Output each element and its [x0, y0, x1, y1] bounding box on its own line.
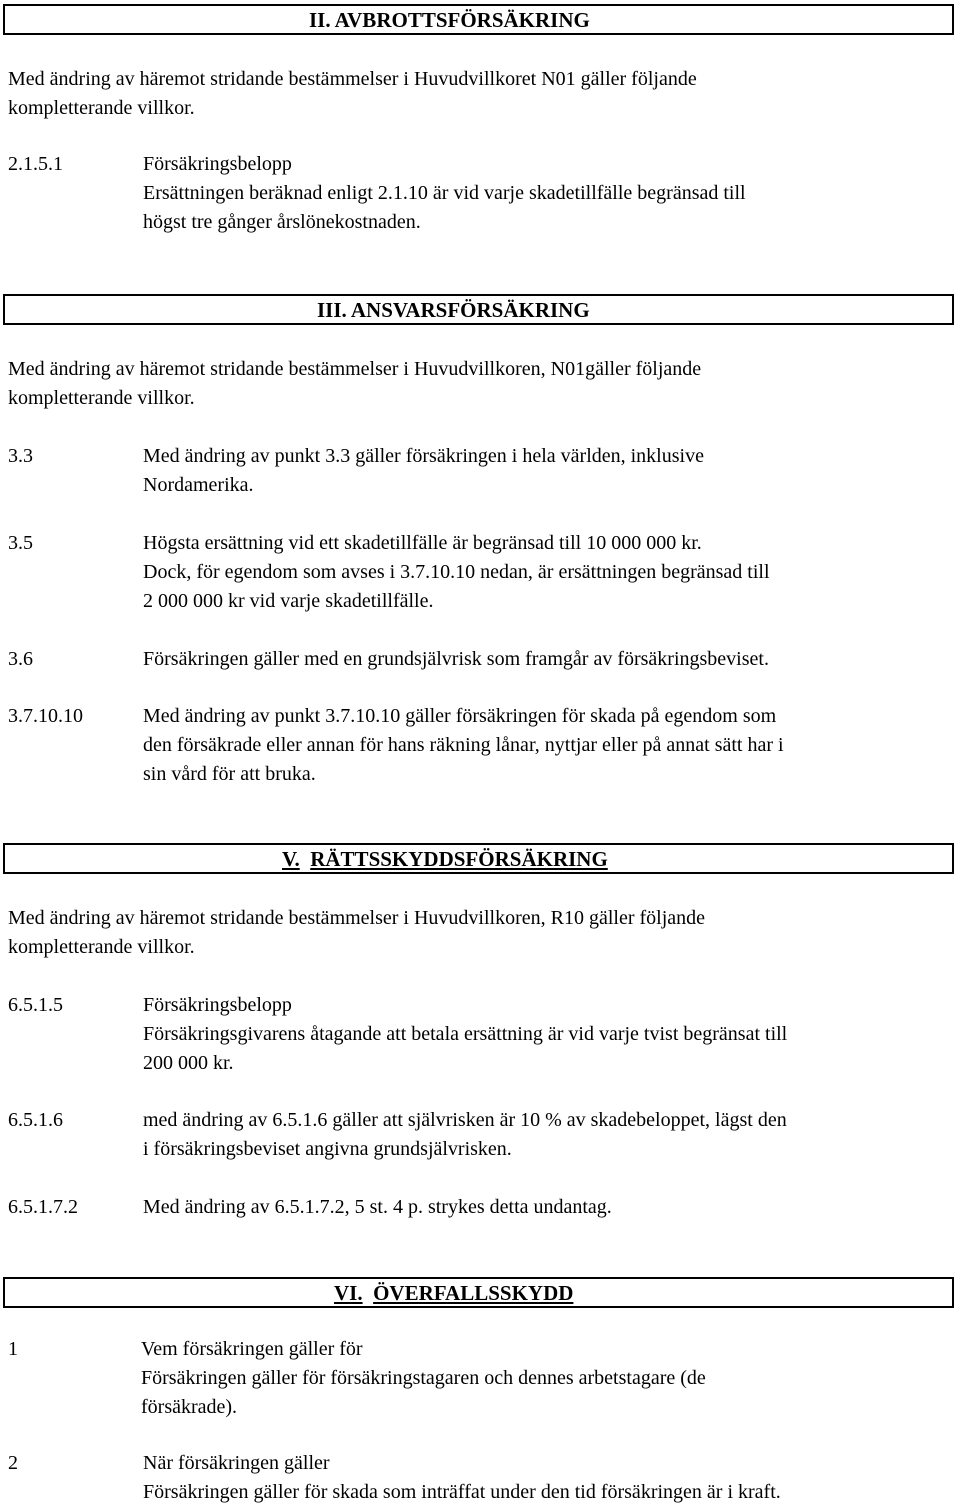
- clause-number: 6.5.1.7.2: [8, 1196, 78, 1218]
- clause-text: När försäkringen gäller Försäkringen gäller för skada som inträffat under den tid försäkringen är i kraft.: [143, 1452, 781, 1503]
- section-heading-number: VI.: [334, 1281, 363, 1305]
- clause-text: Med ändring av 6.5.1.7.2, 5 st. 4 p. strykes detta undantag.: [143, 1196, 612, 1218]
- section-intro: Med ändring av häremot stridande bestämmelser i Huvudvillkoren, N01gäller följande kompletterande villkor.: [8, 358, 702, 409]
- clause-text: Försäkringsbelopp Försäkringsgivarens åtagande att betala ersättning är vid varje tvist begränsat till 200 000 kr.: [143, 994, 788, 1074]
- section-heading: [334, 1281, 573, 1305]
- section-heading-gap: [363, 1281, 374, 1305]
- section-heading: II. AVBROTTSFÖRSÄKRING: [309, 8, 590, 32]
- section-heading-number: V.: [282, 847, 300, 871]
- clause-number: 1: [8, 1338, 18, 1360]
- clause-number: 6.5.1.6: [8, 1109, 63, 1131]
- clause-text: Högsta ersättning vid ett skadetillfälle är begränsad till 10 000 000 kr. Dock, för egendom som avses i 3.7.10.10 nedan, är ersättningen begränsad till 2 000 000 kr vid varje skadetillfälle.: [143, 532, 770, 612]
- clause-text: med ändring av 6.5.1.6 gäller att självrisken är 10 % av skadebeloppet, lägst den i försäkringsbeviset angivna grundsjälvrisken.: [143, 1109, 787, 1160]
- clause-text: Vem försäkringen gäller för Försäkringen gäller för försäkringstagaren och dennes arbetstagare (de försäkrade).: [141, 1338, 706, 1418]
- clause-number: 3.7.10.10: [8, 705, 83, 727]
- clause-number: 2: [8, 1452, 18, 1474]
- clause-text: Försäkringsbelopp Ersättningen beräknad enligt 2.1.10 är vid varje skadetillfälle begränsad till högst tre gånger årslönekostnaden.: [143, 153, 746, 233]
- clause-number: 3.5: [8, 532, 33, 554]
- clause-text: Med ändring av punkt 3.3 gäller försäkringen i hela världen, inklusive Nordamerika.: [143, 445, 704, 496]
- clause-number: 3.3: [8, 445, 33, 467]
- clause-text: Med ändring av punkt 3.7.10.10 gäller försäkringen för skada på egendom som den försäkrade eller annan för hans räkning lånar, nyttjar eller på annat sätt har i sin vård för att bruka.: [143, 705, 784, 785]
- section-intro: Med ändring av häremot stridande bestämmelser i Huvudvillkoret N01 gäller följande kompletterande villkor.: [8, 68, 697, 119]
- clause-text: Försäkringen gäller med en grundsjälvrisk som framgår av försäkringsbeviset.: [143, 648, 769, 670]
- clause-number: 2.1.5.1: [8, 153, 63, 175]
- section-heading-title: ÖVERFALLSSKYDD: [373, 1281, 574, 1305]
- section-intro: Med ändring av häremot stridande bestämmelser i Huvudvillkoren, R10 gäller följande kompletterande villkor.: [8, 907, 706, 958]
- clause-number: 6.5.1.5: [8, 994, 63, 1016]
- clause-number: 3.6: [8, 648, 33, 670]
- section-heading-title: RÄTTSSKYDDSFÖRSÄKRING: [310, 847, 608, 871]
- section-heading-gap: [300, 847, 311, 871]
- section-heading: [282, 847, 608, 871]
- section-heading: III. ANSVARSFÖRSÄKRING: [317, 298, 590, 322]
